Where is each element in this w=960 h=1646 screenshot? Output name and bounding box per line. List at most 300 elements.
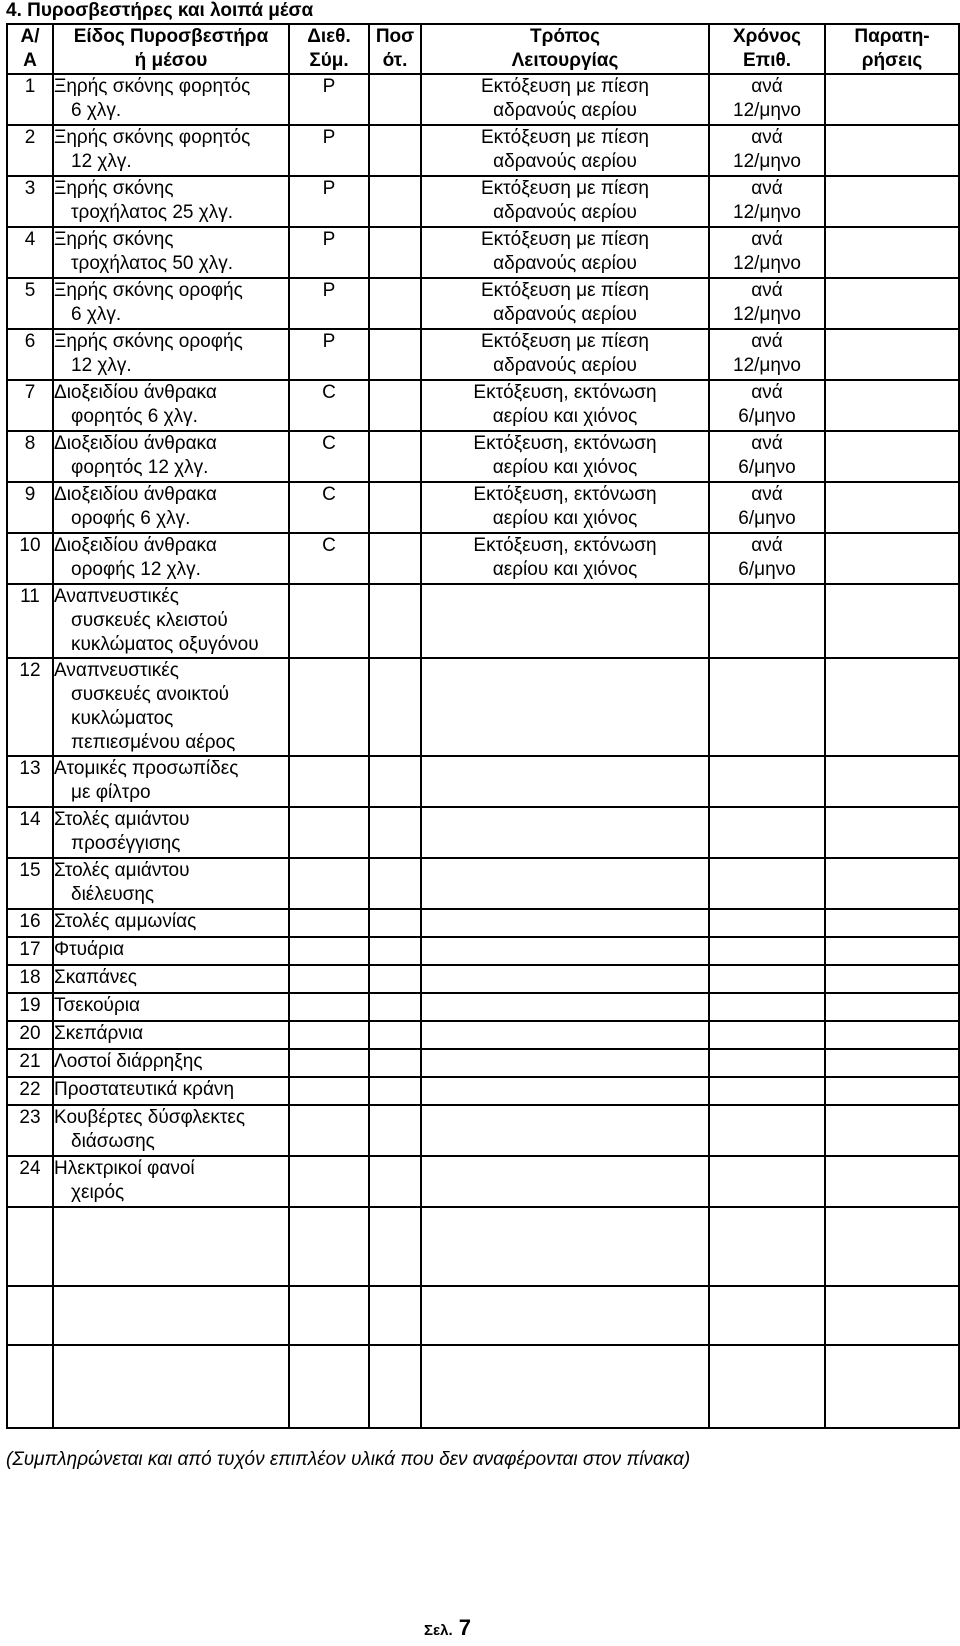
- item-type: [53, 658, 289, 756]
- item-operation: [421, 380, 709, 431]
- item-type: [53, 380, 289, 431]
- item-quantity: [369, 329, 421, 380]
- item-quantity: [369, 1156, 421, 1207]
- table-row: [7, 937, 959, 965]
- table-row: [7, 380, 959, 431]
- item-inspection-time: [709, 227, 825, 278]
- cell-line: 6 χλγ.: [71, 100, 122, 121]
- cell-line: Εκτόξευση με πίεση: [481, 280, 649, 301]
- item-notes: [825, 125, 959, 176]
- cell-line: 6 χλγ.: [71, 304, 122, 325]
- row-number: 8: [7, 431, 53, 482]
- item-type: [53, 176, 289, 227]
- table-row: [7, 1021, 959, 1049]
- item-operation: [421, 1049, 709, 1077]
- row-number: 24: [7, 1156, 53, 1207]
- cell-line: Στολές αμιάντου: [54, 860, 190, 881]
- item-operation: [421, 1105, 709, 1156]
- row-number: 23: [7, 1105, 53, 1156]
- cell-line: Εκτόξευση με πίεση: [481, 331, 649, 352]
- item-quantity: [369, 1105, 421, 1156]
- item-quantity: [369, 1345, 421, 1428]
- table-row: [7, 1077, 959, 1105]
- item-inspection-time: [709, 482, 825, 533]
- item-symbol: [289, 658, 369, 756]
- item-quantity: [369, 431, 421, 482]
- cell-line: Εκτόξευση με πίεση: [481, 76, 649, 97]
- cell-line: 12/μηνο: [733, 100, 801, 121]
- cell-line: κυκλώματος οξυγόνου: [71, 634, 259, 655]
- table-row: [7, 329, 959, 380]
- item-inspection-time: [709, 658, 825, 756]
- cell-line: Σκεπάρνια: [54, 1023, 144, 1044]
- item-operation: [421, 1077, 709, 1105]
- item-type: [53, 584, 289, 658]
- item-notes: [825, 227, 959, 278]
- item-notes: [825, 1077, 959, 1105]
- table-row: [7, 125, 959, 176]
- table-row: [7, 993, 959, 1021]
- item-notes: [825, 431, 959, 482]
- item-notes: [825, 1021, 959, 1049]
- header-quantity: Ποσ ότ.: [369, 24, 421, 74]
- row-number: 9: [7, 482, 53, 533]
- item-inspection-time: [709, 807, 825, 858]
- item-operation: [421, 74, 709, 125]
- cell-line: διέλευσης: [71, 884, 155, 905]
- item-notes: [825, 1207, 959, 1286]
- item-symbol: [289, 937, 369, 965]
- item-quantity: [369, 227, 421, 278]
- cell-line: Εκτόξευση, εκτόνωση: [473, 484, 657, 505]
- item-notes: [825, 937, 959, 965]
- item-inspection-time: [709, 965, 825, 993]
- cell-line: Λοστοί διάρρηξης: [54, 1051, 203, 1072]
- item-type: [53, 858, 289, 909]
- item-symbol: [289, 1345, 369, 1428]
- item-notes: [825, 278, 959, 329]
- item-inspection-time: [709, 1345, 825, 1428]
- item-quantity: [369, 993, 421, 1021]
- cell-line: ανά: [751, 382, 783, 403]
- item-quantity: [369, 533, 421, 584]
- item-type: [53, 74, 289, 125]
- item-notes: [825, 1156, 959, 1207]
- table-row: [7, 1156, 959, 1207]
- item-inspection-time: [709, 1105, 825, 1156]
- row-number: 20: [7, 1021, 53, 1049]
- cell-line: ανά: [751, 178, 783, 199]
- cell-line: αδρανούς αερίου: [493, 100, 637, 121]
- item-symbol: [289, 1105, 369, 1156]
- page-label: Σελ.: [424, 1622, 453, 1639]
- item-symbol: P: [289, 176, 369, 227]
- item-symbol: C: [289, 482, 369, 533]
- item-inspection-time: [709, 1207, 825, 1286]
- item-symbol: [289, 1049, 369, 1077]
- item-notes: [825, 1345, 959, 1428]
- item-type: [53, 993, 289, 1021]
- cell-line: αδρανούς αερίου: [493, 253, 637, 274]
- table-row: [7, 176, 959, 227]
- item-inspection-time: [709, 329, 825, 380]
- item-symbol: P: [289, 278, 369, 329]
- item-inspection-time: [709, 1021, 825, 1049]
- cell-line: Ξηρής σκόνης φορητός: [54, 127, 251, 148]
- cell-line: αερίου και χιόνος: [492, 508, 638, 529]
- footnote: (Συμπληρώνεται και από τυχόν επιπλέον υλικά που δεν αναφέρονται στον πίνακα): [6, 1449, 691, 1470]
- row-number: 13: [7, 756, 53, 807]
- table-row: [7, 584, 959, 658]
- cell-line: Σκαπάνες: [54, 967, 137, 988]
- cell-line: τροχήλατος 25 χλγ.: [71, 202, 234, 223]
- row-number: 10: [7, 533, 53, 584]
- cell-line: οροφής 6 χλγ.: [71, 508, 191, 529]
- item-operation: [421, 533, 709, 584]
- item-quantity: [369, 858, 421, 909]
- cell-line: Ξηρής σκόνης: [54, 229, 174, 250]
- item-type: [53, 807, 289, 858]
- cell-line: ανά: [751, 76, 783, 97]
- table-row: [7, 533, 959, 584]
- row-number: 19: [7, 993, 53, 1021]
- item-operation: [421, 1207, 709, 1286]
- header-aa: Α/ Α: [7, 24, 53, 74]
- table-row: [7, 1286, 959, 1345]
- item-symbol: [289, 1077, 369, 1105]
- cell-line: αερίου και χιόνος: [492, 406, 638, 427]
- item-symbol: [289, 993, 369, 1021]
- item-notes: [825, 584, 959, 658]
- item-notes: [825, 909, 959, 937]
- item-quantity: [369, 1207, 421, 1286]
- cell-line: με φίλτρο: [71, 782, 151, 803]
- item-type: [53, 431, 289, 482]
- item-notes: [825, 756, 959, 807]
- item-quantity: [369, 380, 421, 431]
- item-quantity: [369, 807, 421, 858]
- item-inspection-time: [709, 993, 825, 1021]
- cell-line: ανά: [751, 127, 783, 148]
- row-number: 15: [7, 858, 53, 909]
- table-row: [7, 74, 959, 125]
- item-operation: [421, 993, 709, 1021]
- item-symbol: C: [289, 380, 369, 431]
- item-type: [53, 1207, 289, 1286]
- cell-line: Αναπνευστικές: [54, 660, 179, 681]
- item-symbol: [289, 584, 369, 658]
- item-notes: [825, 807, 959, 858]
- item-type: [53, 756, 289, 807]
- cell-line: Ξηρής σκόνης οροφής: [54, 280, 243, 301]
- item-type: [53, 937, 289, 965]
- row-number: 16: [7, 909, 53, 937]
- item-operation: [421, 125, 709, 176]
- item-inspection-time: [709, 380, 825, 431]
- item-operation: [421, 278, 709, 329]
- cell-line: 12/μηνο: [733, 151, 801, 172]
- item-symbol: [289, 1156, 369, 1207]
- cell-line: 12/μηνο: [733, 202, 801, 223]
- item-operation: [421, 1156, 709, 1207]
- cell-line: αδρανούς αερίου: [493, 151, 637, 172]
- item-notes: [825, 74, 959, 125]
- row-number: 3: [7, 176, 53, 227]
- cell-line: Ηλεκτρικοί φανοί: [54, 1158, 195, 1179]
- item-inspection-time: [709, 278, 825, 329]
- item-quantity: [369, 756, 421, 807]
- item-type: [53, 965, 289, 993]
- cell-line: Φτυάρια: [54, 939, 125, 960]
- equipment-table: [6, 23, 960, 1429]
- cell-line: Διοξειδίου άνθρακα: [54, 535, 217, 556]
- item-symbol: P: [289, 74, 369, 125]
- table-row: [7, 431, 959, 482]
- header-symbol: Διεθ. Σύμ.: [289, 24, 369, 74]
- cell-line: αερίου και χιόνος: [492, 559, 638, 580]
- item-operation: [421, 1286, 709, 1345]
- item-notes: [825, 533, 959, 584]
- item-quantity: [369, 937, 421, 965]
- header-operation: Τρόπος Λειτουργίας: [421, 24, 709, 74]
- cell-line: ανά: [751, 535, 783, 556]
- item-operation: [421, 584, 709, 658]
- item-inspection-time: [709, 1077, 825, 1105]
- item-type: [53, 533, 289, 584]
- table-row: [7, 909, 959, 937]
- cell-line: 6/μηνο: [738, 457, 796, 478]
- row-number: 2: [7, 125, 53, 176]
- cell-line: ανά: [751, 229, 783, 250]
- item-type: [53, 125, 289, 176]
- item-operation: [421, 176, 709, 227]
- cell-line: Ξηρής σκόνης φορητός: [54, 76, 251, 97]
- cell-line: 12 χλγ.: [71, 355, 132, 376]
- cell-line: 12/μηνο: [733, 355, 801, 376]
- row-number: 22: [7, 1077, 53, 1105]
- item-notes: [825, 482, 959, 533]
- item-operation: [421, 807, 709, 858]
- item-notes: [825, 176, 959, 227]
- cell-line: τροχήλατος 50 χλγ.: [71, 253, 234, 274]
- item-symbol: [289, 1021, 369, 1049]
- item-symbol: P: [289, 227, 369, 278]
- item-notes: [825, 993, 959, 1021]
- table-row: [7, 756, 959, 807]
- item-inspection-time: [709, 176, 825, 227]
- cell-line: ανά: [751, 433, 783, 454]
- header-type: Είδος Πυροσβεστήρα ή μέσου: [53, 24, 289, 74]
- item-inspection-time: [709, 937, 825, 965]
- header-inspection-time: Χρόνος Επιθ.: [709, 24, 825, 74]
- item-inspection-time: [709, 584, 825, 658]
- row-number: [7, 1345, 53, 1428]
- item-symbol: [289, 1207, 369, 1286]
- item-notes: [825, 329, 959, 380]
- item-quantity: [369, 74, 421, 125]
- item-operation: [421, 756, 709, 807]
- cell-line: Προστατευτικά κράνη: [54, 1079, 235, 1100]
- cell-line: Στολές αμμωνίας: [54, 911, 197, 932]
- table-row: [7, 1207, 959, 1286]
- row-number: [7, 1286, 53, 1345]
- item-symbol: C: [289, 533, 369, 584]
- item-operation: [421, 431, 709, 482]
- item-notes: [825, 380, 959, 431]
- table-row: [7, 1345, 959, 1428]
- item-type: [53, 482, 289, 533]
- cell-line: 12/μηνο: [733, 304, 801, 325]
- cell-line: ανά: [751, 484, 783, 505]
- item-type: [53, 227, 289, 278]
- item-inspection-time: [709, 909, 825, 937]
- item-operation: [421, 965, 709, 993]
- item-quantity: [369, 584, 421, 658]
- item-symbol: P: [289, 329, 369, 380]
- cell-line: συσκευές ανοικτού: [71, 684, 230, 705]
- cell-line: Εκτόξευση με πίεση: [481, 229, 649, 250]
- item-inspection-time: [709, 74, 825, 125]
- cell-line: Εκτόξευση με πίεση: [481, 127, 649, 148]
- item-operation: [421, 1021, 709, 1049]
- cell-line: Στολές αμιάντου: [54, 809, 190, 830]
- item-quantity: [369, 909, 421, 937]
- item-notes: [825, 1105, 959, 1156]
- row-number: 12: [7, 658, 53, 756]
- item-symbol: [289, 965, 369, 993]
- cell-line: Διοξειδίου άνθρακα: [54, 382, 217, 403]
- table-row: [7, 227, 959, 278]
- item-quantity: [369, 1021, 421, 1049]
- item-operation: [421, 658, 709, 756]
- cell-line: 12/μηνο: [733, 253, 801, 274]
- row-number: 17: [7, 937, 53, 965]
- row-number: 14: [7, 807, 53, 858]
- item-quantity: [369, 125, 421, 176]
- cell-line: αερίου και χιόνος: [492, 457, 638, 478]
- cell-line: Ξηρής σκόνης οροφής: [54, 331, 243, 352]
- item-inspection-time: [709, 125, 825, 176]
- cell-line: Ξηρής σκόνης: [54, 178, 174, 199]
- item-notes: [825, 858, 959, 909]
- item-quantity: [369, 1286, 421, 1345]
- page-number: [424, 1615, 471, 1641]
- item-type: [53, 1049, 289, 1077]
- cell-line: Τσεκούρια: [54, 995, 140, 1016]
- item-symbol: P: [289, 125, 369, 176]
- cell-line: 6/μηνο: [738, 559, 796, 580]
- item-symbol: C: [289, 431, 369, 482]
- item-type: [53, 1286, 289, 1345]
- item-quantity: [369, 176, 421, 227]
- item-inspection-time: [709, 756, 825, 807]
- cell-line: ανά: [751, 331, 783, 352]
- item-symbol: [289, 756, 369, 807]
- item-inspection-time: [709, 431, 825, 482]
- item-type: [53, 1345, 289, 1428]
- item-inspection-time: [709, 1049, 825, 1077]
- cell-line: Κουβέρτες δύσφλεκτες: [54, 1107, 246, 1128]
- item-symbol: [289, 807, 369, 858]
- table-row: [7, 278, 959, 329]
- item-inspection-time: [709, 533, 825, 584]
- row-number: 4: [7, 227, 53, 278]
- table-row: [7, 658, 959, 756]
- item-quantity: [369, 278, 421, 329]
- cell-line: φορητός 12 χλγ.: [71, 457, 209, 478]
- item-type: [53, 1156, 289, 1207]
- cell-line: αδρανούς αερίου: [493, 202, 637, 223]
- cell-line: συσκευές κλειστού: [71, 610, 228, 631]
- cell-line: φορητός 6 χλγ.: [71, 406, 198, 427]
- item-symbol: [289, 1286, 369, 1345]
- item-type: [53, 329, 289, 380]
- item-quantity: [369, 658, 421, 756]
- item-type: [53, 1105, 289, 1156]
- cell-line: Ατομικές προσωπίδες: [54, 758, 239, 779]
- item-operation: [421, 909, 709, 937]
- cell-line: Εκτόξευση, εκτόνωση: [473, 382, 657, 403]
- table-header-row: [7, 24, 959, 74]
- item-operation: [421, 937, 709, 965]
- cell-line: Εκτόξευση, εκτόνωση: [473, 433, 657, 454]
- section-title: 4. Πυροσβεστήρες και λοιπά μέσα: [6, 0, 314, 21]
- item-type: [53, 909, 289, 937]
- table-row: [7, 1105, 959, 1156]
- item-symbol: [289, 909, 369, 937]
- item-operation: [421, 1345, 709, 1428]
- cell-line: 6/μηνο: [738, 508, 796, 529]
- cell-line: Εκτόξευση με πίεση: [481, 178, 649, 199]
- item-symbol: [289, 858, 369, 909]
- cell-line: 12 χλγ.: [71, 151, 132, 172]
- cell-line: ανά: [751, 280, 783, 301]
- item-operation: [421, 482, 709, 533]
- item-notes: [825, 658, 959, 756]
- item-quantity: [369, 965, 421, 993]
- table-row: [7, 1049, 959, 1077]
- cell-line: χειρός: [71, 1182, 125, 1203]
- item-inspection-time: [709, 1156, 825, 1207]
- row-number: 18: [7, 965, 53, 993]
- cell-line: Αναπνευστικές: [54, 586, 179, 607]
- cell-line: οροφής 12 χλγ.: [71, 559, 201, 580]
- item-type: [53, 278, 289, 329]
- row-number: 7: [7, 380, 53, 431]
- cell-line: 6/μηνο: [738, 406, 796, 427]
- item-quantity: [369, 482, 421, 533]
- item-inspection-time: [709, 858, 825, 909]
- item-operation: [421, 329, 709, 380]
- table-row: [7, 807, 959, 858]
- cell-line: διάσωσης: [71, 1131, 155, 1152]
- item-operation: [421, 858, 709, 909]
- cell-line: αδρανούς αερίου: [493, 304, 637, 325]
- cell-line: αδρανούς αερίου: [493, 355, 637, 376]
- item-notes: [825, 965, 959, 993]
- cell-line: Διοξειδίου άνθρακα: [54, 433, 217, 454]
- header-notes: Παρατη- ρήσεις: [825, 24, 959, 74]
- row-number: [7, 1207, 53, 1286]
- row-number: 1: [7, 74, 53, 125]
- table-row: [7, 858, 959, 909]
- page-number-value: 7: [458, 1615, 472, 1640]
- item-quantity: [369, 1049, 421, 1077]
- item-notes: [825, 1049, 959, 1077]
- item-type: [53, 1077, 289, 1105]
- item-inspection-time: [709, 1286, 825, 1345]
- cell-line: Εκτόξευση, εκτόνωση: [473, 535, 657, 556]
